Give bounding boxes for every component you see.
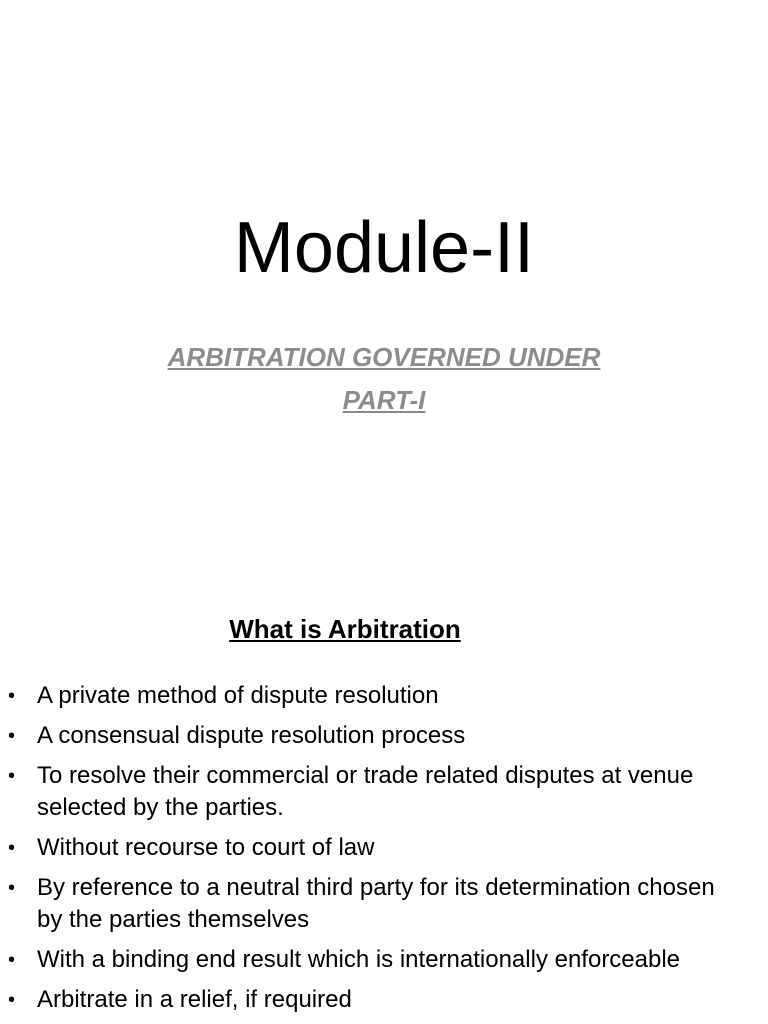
- bullet-text: To resolve their commercial or trade related disputes at venue selected by the parties.: [37, 762, 694, 821]
- bullet-dot-icon: •: [8, 685, 16, 707]
- bullet-item: [0, 872, 768, 936]
- bullet-item: [0, 760, 768, 824]
- slide-what-is-arbitration: [0, 576, 768, 1024]
- bullet-item: [0, 832, 768, 864]
- bullet-text: Without recourse to court of law: [37, 834, 375, 861]
- bullet-dot-icon: •: [8, 949, 16, 971]
- bullet-dot-icon: •: [8, 837, 16, 859]
- slide-subtitle: [0, 336, 768, 422]
- bullet-item: [0, 944, 768, 976]
- section-heading: What is Arbitration: [229, 614, 461, 644]
- bullet-dot-icon: •: [8, 877, 16, 899]
- subtitle-line-2: PART-I: [342, 385, 426, 415]
- bullet-dot-icon: •: [8, 765, 16, 787]
- subtitle-line-1: ARBITRATION GOVERNED UNDER: [167, 342, 601, 372]
- bullet-item: [0, 680, 768, 712]
- bullet-text: By reference to a neutral third party for its determination chosen by the parties themselves: [37, 874, 715, 933]
- bullet-item: [0, 720, 768, 752]
- slide-title: Module-II: [233, 208, 535, 288]
- bullet-text: A private method of dispute resolution: [37, 682, 439, 709]
- bullet-list: [0, 680, 768, 1024]
- bullet-dot-icon: •: [8, 725, 16, 747]
- bullet-text: With a binding end result which is internationally enforceable: [37, 946, 681, 973]
- bullet-item: [0, 984, 768, 1016]
- bullet-text: A consensual dispute resolution process: [37, 722, 466, 749]
- bullet-text: Arbitrate in a relief, if required: [37, 986, 352, 1013]
- bullet-dot-icon: •: [8, 989, 16, 1011]
